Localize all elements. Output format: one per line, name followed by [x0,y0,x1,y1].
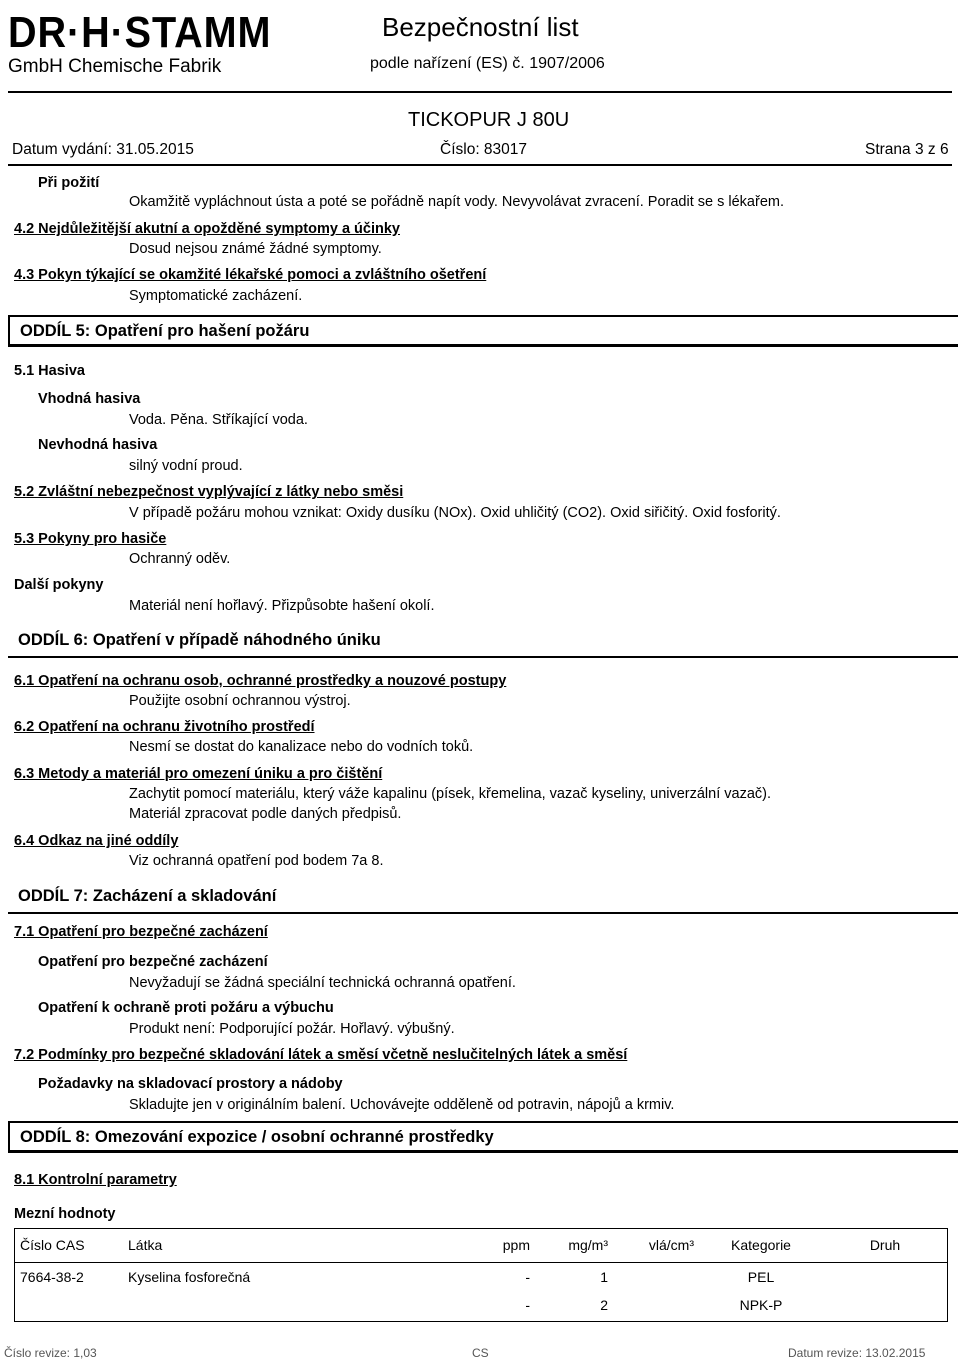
further-info-label: Další pokyny [14,577,104,593]
column-header-substance: Látka [122,1228,464,1263]
ingestion-text: Okamžitě vypláchnout ústa a poté se pořádně napít vody. Nevyvolávat zvracení. Poradit se s lékařem. [129,194,784,210]
subsection-6-4-title: 6.4 Odkaz na jiné oddíly [14,833,179,849]
subsection-8-1-title: 8.1 Kontrolní parametry [14,1172,177,1188]
header-bottom-divider [8,164,952,166]
subsection-6-1-text: Použijte osobní ochrannou výstroj. [129,693,351,709]
subsection-7-1-title: 7.1 Opatření pro bezpečné zacházení [14,924,268,940]
storage-requirements-text: Skladujte jen v originálním balení. Uchovávejte odděleně od potravin, nápojů a krmiv. [129,1097,675,1113]
fire-protection-text: Produkt není: Podporující požár. Hořlavý. výbušný. [129,1021,455,1037]
unsuitable-media-text: silný vodní proud. [129,458,243,474]
revision-number: Číslo revize: 1,03 [4,1346,97,1360]
cell-type [822,1263,948,1292]
company-logo-subtitle: GmbH Chemische Fabrik [8,56,222,77]
subsection-5-3-text: Ochranný oděv. [129,551,231,567]
column-header-cas: Číslo CAS [14,1228,122,1263]
further-info-text: Materiál není hořlavý. Přizpůsobte hašení okolí. [129,598,435,614]
limit-values-label: Mezní hodnoty [14,1206,116,1222]
ingestion-label: Při požití [38,175,100,191]
cell-category: PEL [747,1268,775,1285]
header-divider [8,91,952,93]
subsection-4-2-text: Dosud nejsou známé žádné symptomy. [129,241,382,257]
cell-substance [122,1291,464,1319]
cell-fibres [614,1291,700,1319]
subsection-6-1-title: 6.1 Opatření na ochranu osob, ochranné prostředky a nouzové postupy [14,673,507,689]
limit-values-table [14,1228,948,1319]
subsection-6-4-text: Viz ochranná opatření pod bodem 7a 8. [129,853,384,869]
table-row [14,1291,948,1319]
subsection-6-3-title: 6.3 Metody a materiál pro omezení úniku a pro čištění [14,766,383,782]
subsection-6-3-text-2: Materiál zpracovat podle daných předpisů. [129,806,402,822]
subsection-7-2-title: 7.2 Podmínky pro bezpečné skladování látek a směsí včetně neslučitelných látek a směsí [14,1047,628,1063]
column-header-fibres: vlá/cm³ [614,1228,700,1263]
safe-handling-label: Opatření pro bezpečné zacházení [38,954,268,970]
section-5-title: ODDÍL 5: Opatření pro hašení požáru [20,322,310,340]
document-title: Bezpečnostní list [382,12,579,42]
section-6-heading [8,626,958,658]
cell-type [822,1291,948,1319]
cell-category: NPK-P [739,1296,783,1313]
section-6-title: ODDÍL 6: Opatření v případě náhodného úniku [18,631,381,649]
cell-ppm: - [525,1268,530,1285]
subsection-6-2-text: Nesmí se dostat do kanalizace nebo do vodních toků. [129,739,474,755]
unsuitable-media-label: Nevhodná hasiva [38,437,158,453]
cell-mgm3: 1 [600,1268,608,1285]
document-subtitle: podle nařízení (ES) č. 1907/2006 [370,55,605,72]
language-code: CS [472,1346,489,1360]
column-header-category: Kategorie [700,1228,822,1263]
table-row [14,1263,948,1292]
cell-mgm3: 2 [600,1296,608,1313]
safe-handling-text: Nevyžadují se žádná speciální technická ochranná opatření. [129,975,516,991]
table-header-row [14,1228,948,1263]
product-name: TICKOPUR J 80U [408,109,570,131]
subsection-5-2-title: 5.2 Zvláštní nebezpečnost vyplývající z látky nebo směsi [14,484,404,500]
section-8-heading [8,1121,958,1153]
subsection-4-3-title: 4.3 Pokyn týkající se okamžité lékařské pomoci a zvláštního ošetření [14,267,487,283]
subsection-6-2-title: 6.2 Opatření na ochranu životního prostředí [14,719,315,735]
subsection-4-2-title: 4.2 Nejdůležitější akutní a opožděné symptomy a účinky [14,221,400,237]
section-7-title: ODDÍL 7: Zacházení a skladování [18,887,277,905]
cell-fibres [614,1263,700,1292]
column-header-ppm: ppm [464,1228,536,1263]
document-number: Číslo: 83017 [440,141,528,158]
subsection-6-3-text-1: Zachytit pomocí materiálu, který váže kapalinu (písek, křemelina, vazač kyseliny, univerzální vazač). [129,786,772,802]
cell-ppm: - [525,1296,530,1313]
cell-cas: 7664-38-2 [20,1268,84,1285]
subsection-5-1-title: 5.1 Hasiva [14,363,85,379]
column-header-mgm3: mg/m³ [536,1228,614,1263]
column-header-type: Druh [822,1228,948,1263]
subsection-5-3-title: 5.3 Pokyny pro hasiče [14,531,167,547]
revision-date: Datum revize: 13.02.2015 [788,1346,926,1360]
section-8-title: ODDÍL 8: Omezování expozice / osobní ochranné prostředky [20,1128,494,1146]
section-7-heading [8,882,958,914]
section-5-heading [8,315,958,347]
page-number: Strana 3 z 6 [865,141,949,158]
storage-requirements-label: Požadavky na skladovací prostory a nádoby [38,1076,343,1092]
cell-substance: Kyselina fosforečná [128,1268,251,1285]
suitable-media-label: Vhodná hasiva [38,391,141,407]
company-logo: DR·H·STAMM [8,8,272,57]
subsection-5-2-text: V případě požáru mohou vznikat: Oxidy dusíku (NOx). Oxid uhličitý (CO2). Oxid siřičitý. Oxid fosforitý. [129,505,781,521]
fire-protection-label: Opatření k ochraně proti požáru a výbuchu [38,1000,334,1016]
suitable-media-text: Voda. Pěna. Stříkající voda. [129,412,308,428]
issue-date: Datum vydání: 31.05.2015 [12,141,194,158]
cell-cas [14,1291,122,1319]
subsection-4-3-text: Symptomatické zacházení. [129,288,303,304]
